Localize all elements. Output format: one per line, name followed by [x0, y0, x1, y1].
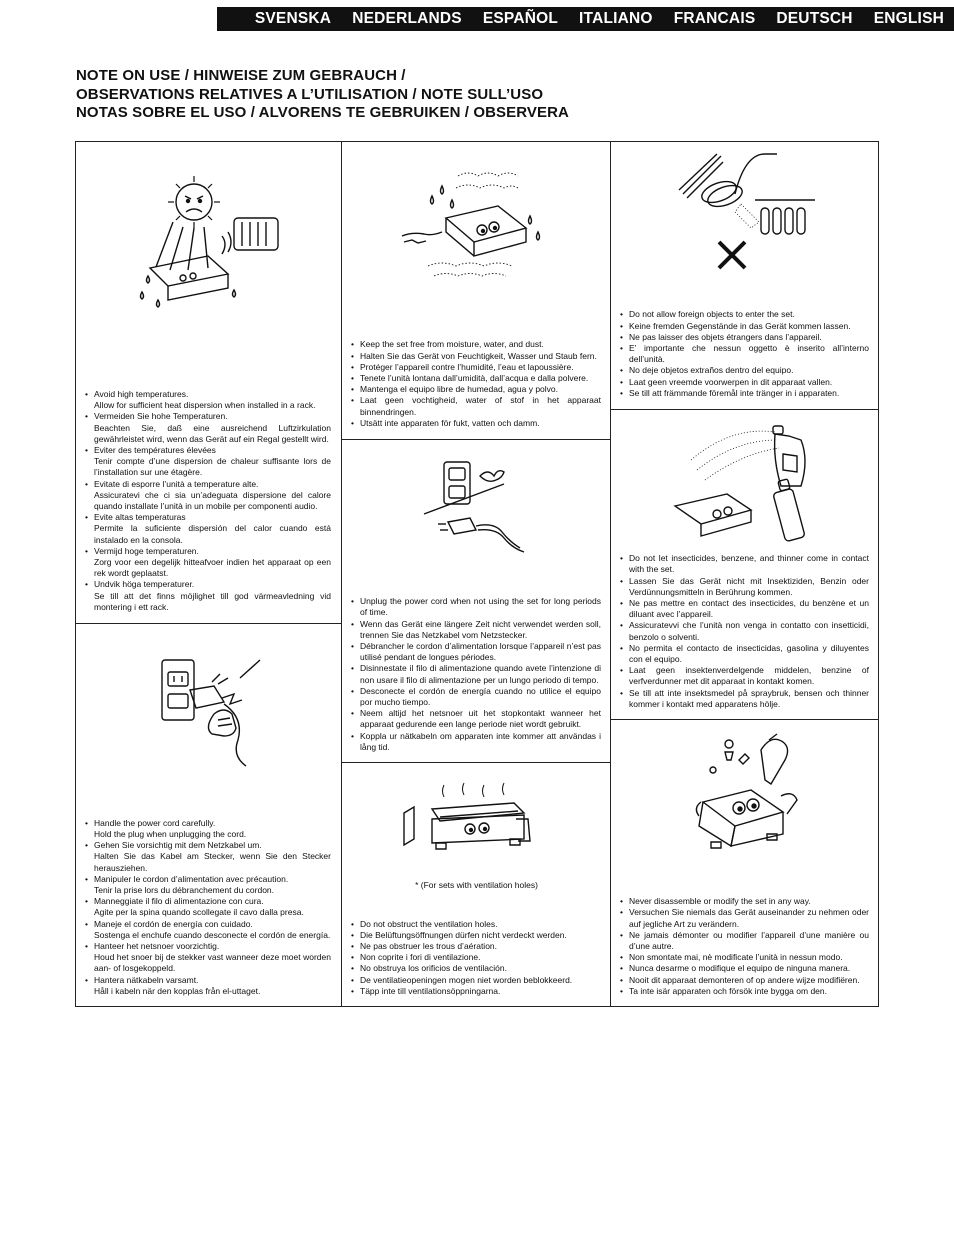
- list-item: • Débrancher le cordon d’alimentation lorsque l’appareil n’est pas utilisé pendant de longues périodes.: [350, 641, 601, 663]
- list-item: • Utsätt inte apparaten för fukt, vatten och damm.: [350, 418, 601, 429]
- list-item: • Se till att främmande föremål inte tränger in i apparaten.: [619, 388, 869, 399]
- foreign-notes-list: [619, 309, 869, 399]
- list-item: • Gehen Sie vorsichtig mit dem Netzkabel um. Halten Sie das Kabel am Stecker, wenn Sie den Stecker herausziehen.: [84, 840, 331, 874]
- page-title: [76, 67, 896, 123]
- lang-francais: FRANCAIS: [673, 10, 756, 27]
- list-item: • Never disassemble or modify the set in any way.: [619, 896, 869, 907]
- lang-svenska: SVENSKA: [254, 10, 332, 27]
- list-item: • Ne pas obstruer les trous d’aération.: [350, 941, 601, 952]
- unplug-notes-list: [350, 596, 601, 753]
- section-cord: [76, 623, 341, 1007]
- list-item: • Evitate di esporre l’unità a temperature alte. Assicuratevi che ci sia un’adeguata dispersione del calore quando installate l’unità in un mobile per componenti audio.: [84, 479, 331, 513]
- list-item: • No permita el contacto de insecticidas, gasolina y diluyentes con el equipo.: [619, 643, 869, 665]
- chemicals-notes-list: [619, 553, 869, 710]
- insecticide-spray-illustration-icon: [671, 420, 821, 544]
- list-item: • Evite altas temperaturas Permite la suficiente dispersión del calor cuando está instalado en la consola.: [84, 512, 331, 546]
- ventilation-notes-list: [350, 919, 601, 997]
- heat-notes-list: [84, 389, 331, 613]
- list-item: • Die Belüftungsöffnungen dürfen nicht verdeckt werden.: [350, 930, 601, 941]
- list-item: • Laat geen vochtigheid, water of stof in het apparaat binnendringen.: [350, 395, 601, 417]
- list-item: • Ne pas mettre en contact des insecticides, du benzène et un diluant avec l’appareil.: [619, 598, 869, 620]
- list-item: • Halten Sie das Gerät von Feuchtigkeit, Wasser und Staub fern.: [350, 351, 601, 362]
- list-item: • Koppla ur nätkabeln om apparaten inte kommer att användas i lång tid.: [350, 731, 601, 753]
- list-item: • Hantera nätkabeln varsamt. Håll i kabeln när den kopplas från el-uttaget.: [84, 975, 331, 997]
- list-item: • Täpp inte till ventilationsöppningarna.: [350, 986, 601, 997]
- plug-hand-illustration-icon: [154, 654, 269, 769]
- column-2: [341, 142, 611, 1006]
- lang-espanol: ESPAÑOL: [482, 10, 559, 27]
- list-item: • Undvik höga temperaturer. Se till att det finns möjlighet till god värmeavledning vid montering i ett rack.: [84, 579, 331, 613]
- moisture-dust-illustration-icon: [398, 156, 558, 284]
- column-3: [610, 142, 879, 1006]
- list-item: • Mantenga el equipo libre de humedad, agua y polvo.: [350, 384, 601, 395]
- list-item: • Vermeiden Sie hohe Temperaturen. Beachten Sie, daß eine ausreichend Luftzirkulation gewährleistet wird, wenn das Gerät auf ein Regal gestellt wird.: [84, 411, 331, 445]
- section-heat: [76, 142, 341, 623]
- list-item: • No obstruya los orificios de ventilación.: [350, 963, 601, 974]
- list-item: • Manipuler le cordon d’alimentation avec précaution. Tenir la prise lors du débranchement du cordon.: [84, 874, 331, 896]
- title-line-3: NOTAS SOBRE EL USO / ALVORENS TE GEBRUIKEN / OBSERVERA: [76, 104, 569, 121]
- list-item: • Unplug the power cord when not using the set for long periods of time.: [350, 596, 601, 618]
- list-item: • Nunca desarme o modifique el equipo de ninguna manera.: [619, 963, 869, 974]
- list-item: • No deje objetos extraños dentro del equipo.: [619, 365, 869, 376]
- list-item: • Do not allow foreign objects to enter the set.: [619, 309, 869, 320]
- list-item: • Eviter des températures élevées Tenir compte d’une dispersion de chaleur suffisante lors de l’installation sur une étagère.: [84, 445, 331, 479]
- list-item: • Laat geen insektenverdelgende middelen, benzine of verfverdunner met dit apparaat in kontakt komen.: [619, 665, 869, 687]
- list-item: • Hanteer het netsnoer voorzichtig. Houd het snoer bij de stekker vast wanneer deze moet worden aan- of losgekoppeld.: [84, 941, 331, 975]
- list-item: • Tenete l’unità lontana dall’umidità, dall’acqua e dalla polvere.: [350, 373, 601, 384]
- list-item: • Keine fremden Gegenstände in das Gerät kommen lassen.: [619, 321, 869, 332]
- list-item: • Non coprite i fori di ventilazione.: [350, 952, 601, 963]
- section-disassemble: [611, 719, 879, 1007]
- moisture-notes-list: [350, 339, 601, 429]
- list-item: • Ta inte isär apparaten och försök inte bygga om den.: [619, 986, 869, 997]
- list-item: • Versuchen Sie niemals das Gerät auseinander zu nehmen oder auf jegliche Art zu verändern.: [619, 907, 869, 929]
- disassemble-notes-list: [619, 896, 869, 997]
- lang-deutsch: DEUTSCH: [776, 10, 853, 27]
- list-item: • De ventilatieopeningen mogen niet worden beblokkeerd.: [350, 975, 601, 986]
- list-item: • Vermijd hoge temperaturen. Zorg voor een degelijk hitteafvoer indien het apparaat op een rek wordt geplaatst.: [84, 546, 331, 580]
- list-item: • Lassen Sie das Gerät nicht mit Insektiziden, Benzin oder Verdünnungsmitteln in Berührung kommen.: [619, 576, 869, 598]
- cord-notes-list: [84, 818, 331, 997]
- ventilation-caption: * (For sets with ventilation holes): [415, 880, 538, 890]
- wall-outlet-unplugged-illustration-icon: [424, 456, 544, 556]
- sun-heat-illustration-icon: [138, 172, 288, 312]
- foreign-objects-illustration-icon: [675, 152, 825, 270]
- list-item: • Ne pas laisser des objets étrangers dans l’appareil.: [619, 332, 869, 343]
- list-item: • Non smontate mai, nè modificate l’unità in nessun modo.: [619, 952, 869, 963]
- covered-ventilation-illustration-icon: [404, 779, 534, 863]
- list-item: • Disinnestate il filo di alimentazione quando avete l’intenzione di non usare il filo di alimentazione per un lungo periodo di tempo.: [350, 663, 601, 685]
- list-item: • Neem altijd het netsnoer uit het stopkontakt wanneer het apparaat gedurende een lange periode niet wordt gebruikt.: [350, 708, 601, 730]
- list-item: • E’ importante che nessun oggetto è inserito all’interno dell’unità.: [619, 343, 869, 365]
- lang-nederlands: NEDERLANDS: [352, 10, 462, 27]
- section-foreign: [611, 142, 879, 409]
- list-item: • Protéger l’appareil contre l’humidité, l’eau et lapoussière.: [350, 362, 601, 373]
- section-moisture: [342, 142, 611, 439]
- title-line-1: NOTE ON USE / HINWEISE ZUM GEBRAUCH /: [76, 67, 406, 84]
- list-item: • Assicuratevvi che l’unità non venga in contatto con insetticidi, benzolo o solventi.: [619, 620, 869, 642]
- list-item: • Manneggiate il filo di alimentazione con cura. Agite per la spina quando scollegate il cavo dalla presa.: [84, 896, 331, 918]
- list-item: • Avoid high temperatures. Allow for sufficient heat dispersion when installed in a rack.: [84, 389, 331, 411]
- column-1: [76, 142, 341, 1006]
- language-bar: [217, 7, 954, 31]
- disassembly-tools-illustration-icon: [691, 730, 811, 850]
- list-item: • Do not let insecticides, benzene, and thinner come in contact with the set.: [619, 553, 869, 575]
- list-item: • Do not obstruct the ventilation holes.: [350, 919, 601, 930]
- notes-grid: [75, 141, 879, 1007]
- list-item: • Keep the set free from moisture, water, and dust.: [350, 339, 601, 350]
- section-chemicals: [611, 409, 879, 720]
- list-item: • Ne jamais démonter ou modifier l’appareil d’une manière ou d’une autre.: [619, 930, 869, 952]
- list-item: • Wenn das Gerät eine längere Zeit nicht verwendet werden soll, trennen Sie das Netzkabel vom Netzstecker.: [350, 619, 601, 641]
- title-line-2: OBSERVATIONS RELATIVES A L’UTILISATION / NOTE SULL’USO: [76, 85, 544, 103]
- section-unplug: [342, 439, 611, 763]
- list-item: • Handle the power cord carefully. Hold the plug when unplugging the cord.: [84, 818, 331, 840]
- lang-italiano: ITALIANO: [579, 10, 653, 27]
- section-ventilation: [342, 762, 611, 1007]
- list-item: • Nooit dit apparaat demonteren of op andere wijze modifiëren.: [619, 975, 869, 986]
- list-item: • Laat geen vreemde voorwerpen in dit apparaat vallen.: [619, 377, 869, 388]
- list-item: • Se till att inte insektsmedel på spraybruk, bensen och thinner kommer i kontakt med apparatens hölje.: [619, 688, 869, 710]
- lang-english: ENGLISH: [873, 10, 944, 27]
- list-item: • Desconecte el cordón de energía cuando no utilice el equipo por mucho tiempo.: [350, 686, 601, 708]
- list-item: • Maneje el cordón de energía con cuidado. Sostenga el enchufe cuando desconecte el cordón de energía.: [84, 919, 331, 941]
